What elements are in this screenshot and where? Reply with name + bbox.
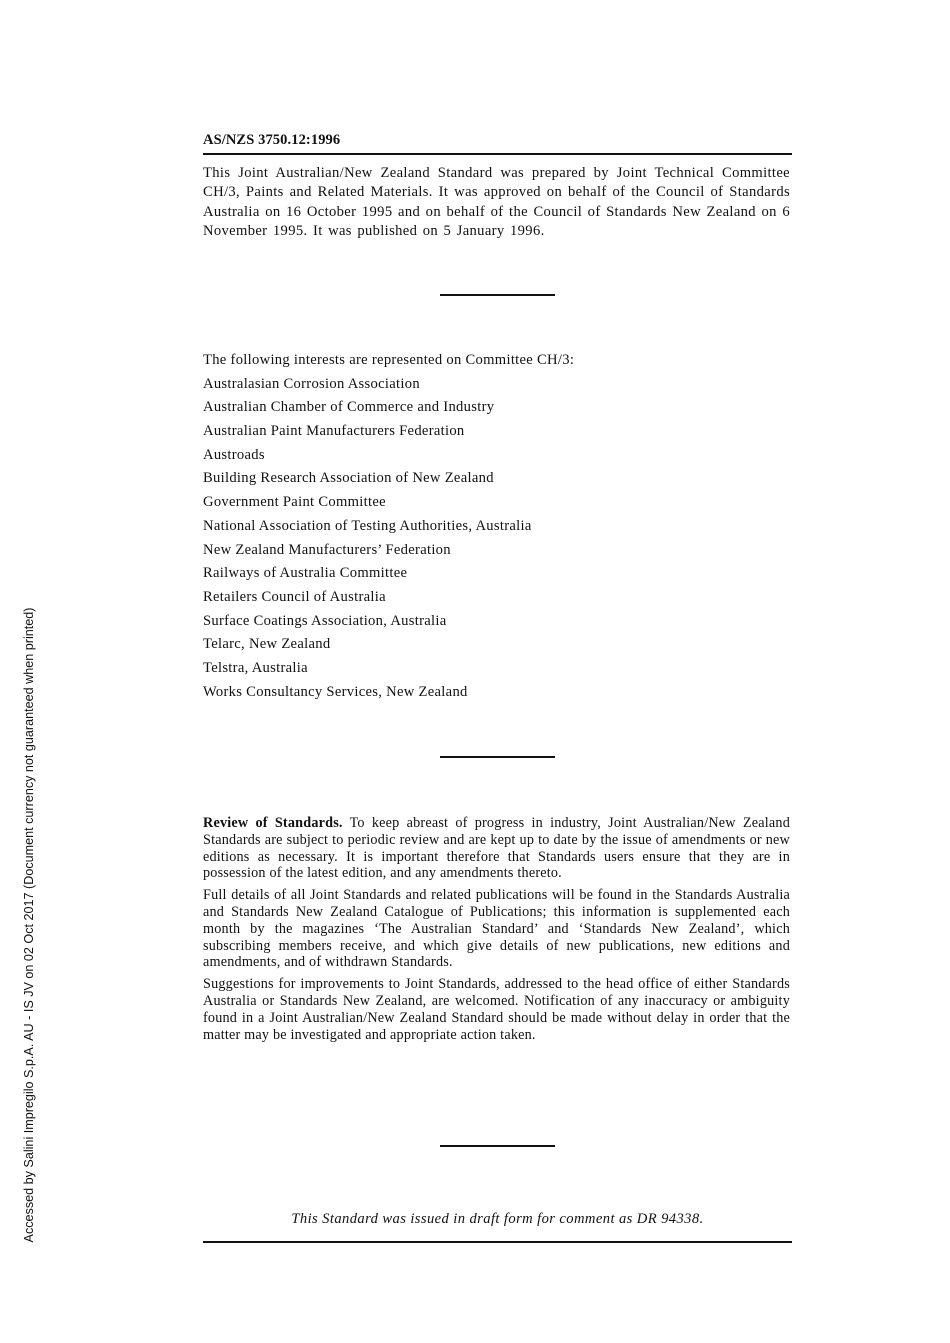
committee-member: Austroads [203,446,265,463]
committee-member: Telarc, New Zealand [203,636,331,653]
committee-member: Works Consultancy Services, New Zealand [203,683,468,700]
section-divider [440,756,555,758]
committee-member: Australian Paint Manufacturers Federation [203,423,465,440]
committee-member: Retailers Council of Australia [203,588,386,605]
review-paragraph: Full details of all Joint Standards and related publications will be found in the Standards Australia and Standards New Zealand Catalogue of Publications; this information is supplemented each month by the magazines ‘The Australian Standard’ and ‘Standards New Zealand’, which subscribing members receive, and which give details of new publications, new editions and amendments, and of withdrawn Standards. [203,887,790,971]
committee-list [203,349,792,704]
committee-member: Building Research Association of New Zealand [203,470,494,487]
document-id: AS/NZS 3750.12:1996 [203,132,341,148]
section-divider [440,1145,555,1147]
review-paragraph-text: To keep abreast of progress in industry, Joint Australian/New Zealand Standards are subject to periodic review and are kept up to date by the issue of amendments or new editions as necessary. It is important therefore that Standards users ensure that they are in possession of the latest edition, and any amendments thereto. [203,815,790,882]
review-paragraph [203,815,790,882]
review-paragraph: Suggestions for improvements to Joint Standards, addressed to the head office of either Standards Australia or Standards New Zealand, are welcomed. Notification of any inaccuracy or ambiguity found in a Joint Australian/New Zealand Standard should be made without delay in order that the matter may be investigated and appropriate action taken. [203,976,790,1043]
review-of-standards [203,815,790,1048]
draft-note: This Standard was issued in draft form for comment as DR 94338. [291,1211,704,1227]
header-rule [203,153,792,155]
committee-member: Surface Coatings Association, Australia [203,612,447,629]
committee-member: Government Paint Committee [203,494,386,511]
committee-member: Telstra, Australia [203,659,308,676]
footer-rule [203,1241,792,1243]
access-watermark-text: Accessed by Salini Impregilo S.p.A. AU - IS JV on 02 Oct 2017 (Document currency not guaranteed when printed) [22,607,36,1243]
committee-member: Australasian Corrosion Association [203,375,420,392]
committee-member: New Zealand Manufacturers’ Federation [203,541,451,558]
committee-member: Railways of Australia Committee [203,565,408,582]
committee-intro: The following interests are represented on Committee CH/3: [203,352,575,368]
document-page [203,0,792,1343]
section-divider [440,294,555,296]
preparation-statement: This Joint Australian/New Zealand Standard was prepared by Joint Technical Committee CH/3, Paints and Related Materials. It was approved on behalf of the Council of Standards Australia on 16 October 1995 and on behalf of the Council of Standards New Zealand on 6 November 1995. It was published on 5 January 1996. [203,165,790,240]
committee-member: Australian Chamber of Commerce and Industry [203,399,495,416]
review-heading: Review of Standards. [203,815,343,831]
committee-member: National Association of Testing Authorities, Australia [203,517,532,534]
